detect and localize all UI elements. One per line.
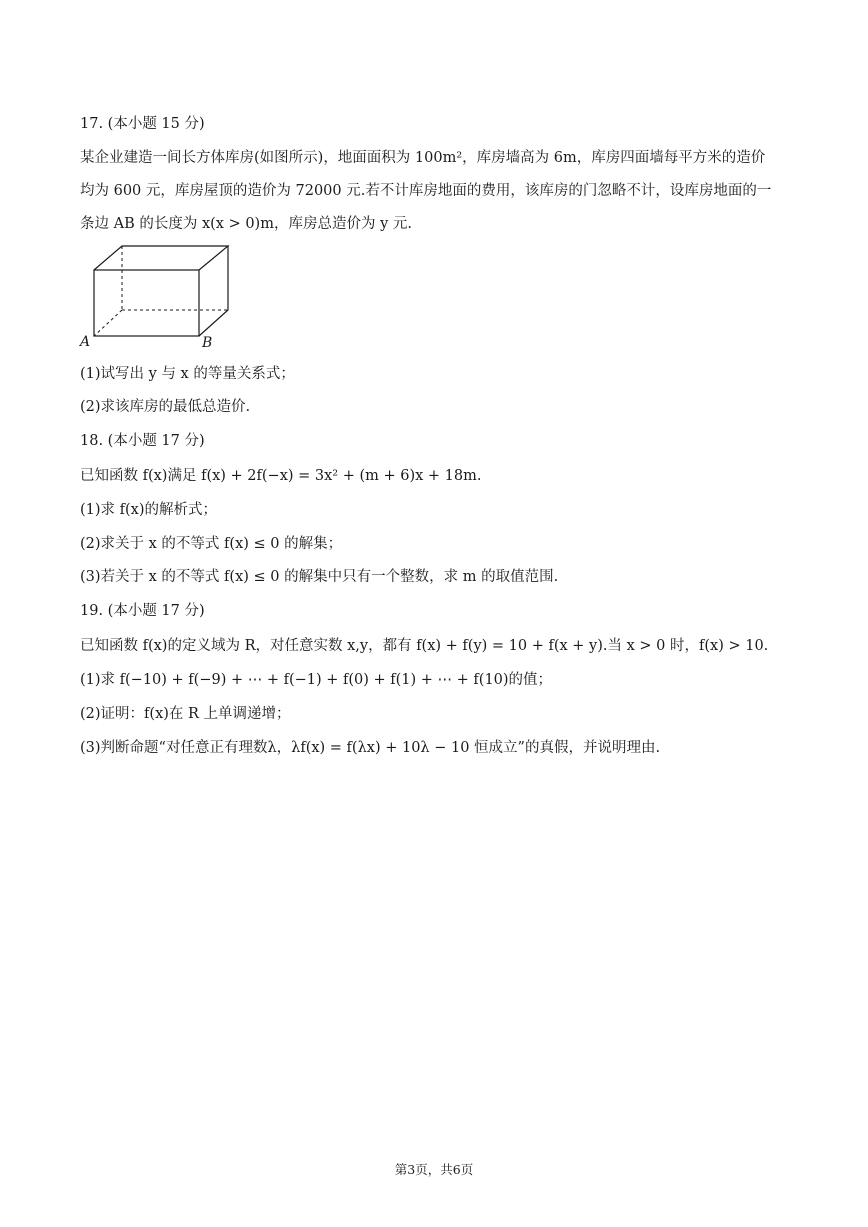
question-18-header: 18. (本小题 17 分): [80, 433, 205, 449]
question-19-stem: 已知函数 f(x)的定义域为 R，对任意实数 x,y，都有 f(x) + f(y) = 10 + f(x + y).当 x > 0 时，f(x) > 10.: [80, 638, 769, 654]
vertex-label-a: A: [80, 334, 91, 350]
question-19-part-1: (1)求 f(−10) + f(−9) + ⋯ + f(−1) + f(0) + f(1) + ⋯ + f(10)的值；: [80, 672, 553, 688]
question-19-part-3: (3)判断命题“对任意正有理数λ，λf(x) = f(λx) + 10λ − 10 恒成立”的真假，并说明理由.: [80, 740, 661, 756]
question-17-part-1: (1)试写出 y 与 x 的等量关系式；: [80, 366, 295, 382]
question-17-header: 17. (本小题 15 分): [80, 116, 205, 132]
question-17-stem-line-1: 某企业建造一间长方体库房(如图所示)，地面面积为 100m²，库房墙高为 6m，库房四面墙每平方米的造价: [80, 150, 766, 166]
question-18-part-3: (3)若关于 x 的不等式 f(x) ≤ 0 的解集中只有一个整数，求 m 的取值范围.: [80, 569, 559, 585]
question-18-part-1: (1)求 f(x)的解析式；: [80, 502, 218, 518]
question-17-stem-line-3: 条边 AB 的长度为 x(x > 0)m，库房总造价为 y 元.: [80, 216, 412, 232]
question-17-stem-line-2: 均为 600 元，库房屋顶的造价为 72000 元.若不计库房地面的费用，该库房的门忽略不计，设库房地面的一: [80, 183, 772, 199]
page-footer: 第3页，共6页: [394, 1162, 474, 1177]
front-face: [94, 270, 199, 336]
top-face-edges: [94, 246, 228, 270]
question-19-part-2: (2)证明：f(x)在 R 上单调递增；: [80, 706, 291, 722]
right-face-edges: [199, 246, 228, 336]
question-18-stem: 已知函数 f(x)满足 f(x) + 2f(−x) = 3x² + (m + 6)x + 18m.: [80, 468, 482, 484]
hidden-left-edge: [94, 310, 122, 336]
vertex-label-b: B: [202, 335, 213, 350]
question-18-part-2: (2)求关于 x 的不等式 f(x) ≤ 0 的解集；: [80, 536, 343, 552]
cuboid-warehouse-figure: [78, 240, 243, 350]
question-17-part-2: (2)求该库房的最低总造价.: [80, 399, 251, 415]
question-19-header: 19. (本小题 17 分): [80, 603, 205, 619]
